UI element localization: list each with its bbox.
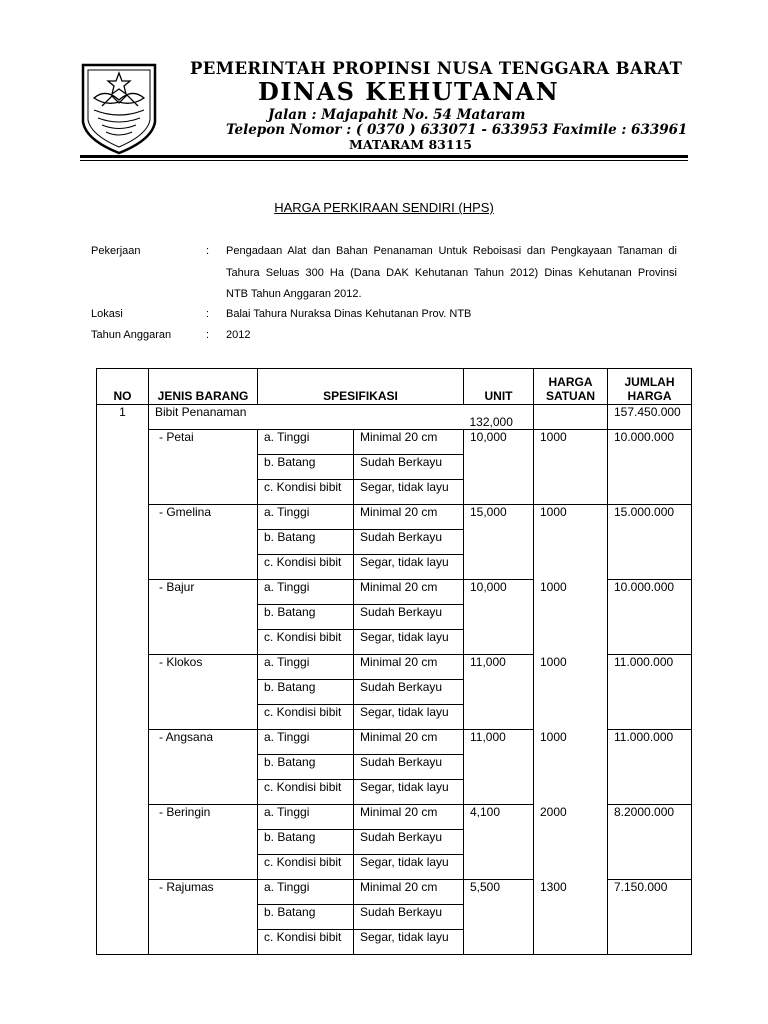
- spec-value: Sudah Berkayu: [354, 530, 464, 555]
- spec-value: Segar, tidak layu: [354, 555, 464, 580]
- ntb-province-emblem-icon: [80, 62, 158, 156]
- item-harga-empty: [534, 930, 608, 955]
- header-unit: UNIT: [464, 369, 534, 405]
- spec-row: [97, 555, 692, 580]
- item-name-empty: [149, 755, 258, 780]
- cell-no: [97, 655, 149, 680]
- cell-no: [97, 605, 149, 630]
- spec-row: [97, 480, 692, 505]
- cell-no: [97, 905, 149, 930]
- spec-label: c. Kondisi bibit: [258, 855, 354, 880]
- spec-label: b. Batang: [258, 455, 354, 480]
- item-harga-satuan: 1000: [534, 430, 608, 455]
- item-name-empty: [149, 905, 258, 930]
- spec-row: [97, 655, 692, 680]
- spec-row: [97, 705, 692, 730]
- cell-no: [97, 855, 149, 880]
- spec-value: Minimal 20 cm: [354, 430, 464, 455]
- hps-table: [96, 368, 692, 955]
- spec-value: Sudah Berkayu: [354, 830, 464, 855]
- item-jumlah-harga: 15.000.000: [608, 505, 692, 530]
- spec-value: Minimal 20 cm: [354, 805, 464, 830]
- meta-pekerjaan-label: Pekerjaan: [91, 245, 141, 257]
- spec-row: [97, 530, 692, 555]
- item-unit: 10,000: [464, 580, 534, 605]
- spec-row: [97, 780, 692, 805]
- spec-value: Segar, tidak layu: [354, 630, 464, 655]
- spec-value: Sudah Berkayu: [354, 455, 464, 480]
- spec-value: Minimal 20 cm: [354, 655, 464, 680]
- group-harga-empty: [534, 405, 608, 430]
- item-unit: 5,500: [464, 880, 534, 905]
- spec-value: Sudah Berkayu: [354, 680, 464, 705]
- spec-value: Minimal 20 cm: [354, 880, 464, 905]
- spec-row: [97, 805, 692, 830]
- item-name: - Petai: [149, 430, 258, 455]
- item-jumlah-harga: 10.000.000: [608, 580, 692, 605]
- header-jumlah-harga: [608, 369, 692, 405]
- item-jumlah-empty: [608, 905, 692, 930]
- spec-label: c. Kondisi bibit: [258, 480, 354, 505]
- item-unit: 11,000: [464, 655, 534, 680]
- document-title: HARGA PERKIRAAN SENDIRI (HPS): [274, 200, 494, 215]
- spec-label: a. Tinggi: [258, 430, 354, 455]
- cell-no: [97, 830, 149, 855]
- item-name: - Beringin: [149, 805, 258, 830]
- meta-lokasi-value: Balai Tahura Nuraksa Dinas Kehutanan Prov. NTB: [226, 308, 472, 320]
- cell-no: [97, 430, 149, 455]
- spec-value: Segar, tidak layu: [354, 705, 464, 730]
- letterhead-government: PEMERINTAH PROPINSI NUSA TENGGARA BARAT: [190, 59, 683, 78]
- item-jumlah-empty: [608, 855, 692, 880]
- spec-label: a. Tinggi: [258, 805, 354, 830]
- spec-row: [97, 830, 692, 855]
- item-harga-empty: [534, 480, 608, 505]
- item-unit: 11,000: [464, 730, 534, 755]
- spec-label: c. Kondisi bibit: [258, 780, 354, 805]
- header-jumlah-line2: HARGA: [627, 389, 672, 403]
- spec-label: c. Kondisi bibit: [258, 630, 354, 655]
- cell-no: [97, 730, 149, 755]
- spec-row: [97, 505, 692, 530]
- item-harga-satuan: 1300: [534, 880, 608, 905]
- item-unit: 4,100: [464, 805, 534, 830]
- item-harga-satuan: 2000: [534, 805, 608, 830]
- cell-no: [97, 530, 149, 555]
- item-unit-empty: [464, 680, 534, 705]
- group-no: 1: [97, 405, 149, 430]
- item-name-empty: [149, 680, 258, 705]
- item-name-empty: [149, 930, 258, 955]
- spec-row: [97, 605, 692, 630]
- header-spesifikasi: SPESIFIKASI: [258, 369, 464, 405]
- cell-no: [97, 505, 149, 530]
- spec-value: Segar, tidak layu: [354, 780, 464, 805]
- item-harga-empty: [534, 830, 608, 855]
- header-jumlah-line1: JUMLAH: [624, 375, 675, 389]
- item-unit-empty: [464, 755, 534, 780]
- item-name-empty: [149, 855, 258, 880]
- item-unit: 15,000: [464, 505, 534, 530]
- item-harga-empty: [534, 605, 608, 630]
- item-harga-satuan: 1000: [534, 655, 608, 680]
- spec-label: c. Kondisi bibit: [258, 930, 354, 955]
- cell-no: [97, 805, 149, 830]
- letterhead: [0, 0, 768, 170]
- item-unit-empty: [464, 855, 534, 880]
- cell-no: [97, 630, 149, 655]
- item-jumlah-harga: 7.150.000: [608, 880, 692, 905]
- item-name: - Gmelina: [149, 505, 258, 530]
- item-name: - Bajur: [149, 580, 258, 605]
- spec-row: [97, 855, 692, 880]
- meta-colon: :: [206, 329, 210, 341]
- item-unit-empty: [464, 605, 534, 630]
- meta-pekerjaan-line-1: Pengadaan Alat dan Bahan Penanaman Untuk Reboisasi dan Pengkayaan Tanaman di: [226, 245, 677, 257]
- item-unit-empty: [464, 480, 534, 505]
- cell-no: [97, 555, 149, 580]
- item-jumlah-empty: [608, 680, 692, 705]
- item-name: - Klokos: [149, 655, 258, 680]
- letterhead-agency: DINAS KEHUTANAN: [258, 77, 560, 106]
- spec-row: [97, 730, 692, 755]
- item-unit-empty: [464, 780, 534, 805]
- group-name: Bibit Penanaman: [149, 405, 464, 430]
- spec-row: [97, 455, 692, 480]
- item-harga-satuan: 1000: [534, 580, 608, 605]
- group-jumlah: 157.450.000: [608, 405, 692, 430]
- spec-row: [97, 580, 692, 605]
- meta-lokasi-label: Lokasi: [91, 308, 123, 320]
- letterhead-address: Jalan : Majapahit No. 54 Mataram: [268, 107, 526, 123]
- spec-value: Sudah Berkayu: [354, 755, 464, 780]
- cell-no: [97, 780, 149, 805]
- cell-no: [97, 580, 149, 605]
- group-row: [97, 405, 692, 430]
- item-name-empty: [149, 830, 258, 855]
- item-harga-empty: [534, 855, 608, 880]
- item-jumlah-empty: [608, 780, 692, 805]
- letterhead-city: MATARAM 83115: [349, 137, 472, 152]
- item-harga-empty: [534, 555, 608, 580]
- item-harga-empty: [534, 630, 608, 655]
- cell-no: [97, 705, 149, 730]
- cell-no: [97, 680, 149, 705]
- spec-label: a. Tinggi: [258, 580, 354, 605]
- table-header-row: [97, 369, 692, 405]
- item-jumlah-empty: [608, 605, 692, 630]
- spec-row: [97, 880, 692, 905]
- item-jumlah-empty: [608, 705, 692, 730]
- spec-value: Minimal 20 cm: [354, 580, 464, 605]
- spec-value: Sudah Berkayu: [354, 905, 464, 930]
- item-name-empty: [149, 480, 258, 505]
- spec-label: b. Batang: [258, 905, 354, 930]
- item-name-empty: [149, 630, 258, 655]
- spec-label: b. Batang: [258, 680, 354, 705]
- item-jumlah-empty: [608, 755, 692, 780]
- spec-value: Segar, tidak layu: [354, 480, 464, 505]
- spec-label: c. Kondisi bibit: [258, 555, 354, 580]
- item-name-empty: [149, 605, 258, 630]
- item-harga-satuan: 1000: [534, 730, 608, 755]
- item-harga-empty: [534, 780, 608, 805]
- spec-row: [97, 930, 692, 955]
- cell-no: [97, 480, 149, 505]
- spec-value: Minimal 20 cm: [354, 730, 464, 755]
- header-harga-satuan: [534, 369, 608, 405]
- meta-tahun-label: Tahun Anggaran: [91, 329, 172, 341]
- item-jumlah-empty: [608, 630, 692, 655]
- item-name-empty: [149, 780, 258, 805]
- item-name: - Rajumas: [149, 880, 258, 905]
- item-name-empty: [149, 555, 258, 580]
- spec-value: Segar, tidak layu: [354, 855, 464, 880]
- spec-label: a. Tinggi: [258, 655, 354, 680]
- item-jumlah-empty: [608, 930, 692, 955]
- spec-row: [97, 755, 692, 780]
- spec-label: b. Batang: [258, 605, 354, 630]
- meta-colon: :: [206, 308, 210, 320]
- item-jumlah-empty: [608, 480, 692, 505]
- spec-label: a. Tinggi: [258, 505, 354, 530]
- cell-no: [97, 755, 149, 780]
- spec-label: a. Tinggi: [258, 730, 354, 755]
- item-unit: 10,000: [464, 430, 534, 455]
- letterhead-phone: Telepon Nomor : ( 0370 ) 633071 - 633953 Faximile : 633961: [226, 122, 688, 138]
- item-name-empty: [149, 455, 258, 480]
- item-jumlah-empty: [608, 830, 692, 855]
- item-harga-empty: [534, 755, 608, 780]
- item-unit-empty: [464, 530, 534, 555]
- meta-pekerjaan-line-2: Tahura Seluas 300 Ha (Dana DAK Kehutanan Tahun 2012) Dinas Kehutanan Provinsi: [226, 267, 677, 279]
- cell-no: [97, 455, 149, 480]
- spec-value: Minimal 20 cm: [354, 505, 464, 530]
- item-jumlah-harga: 8.2000.000: [608, 805, 692, 830]
- item-unit-empty: [464, 930, 534, 955]
- meta-pekerjaan-line-3: NTB Tahun Anggaran 2012.: [226, 288, 362, 300]
- item-harga-empty: [534, 680, 608, 705]
- header-harga-satuan-line2: SATUAN: [545, 389, 596, 403]
- spec-label: b. Batang: [258, 530, 354, 555]
- spec-value: Segar, tidak layu: [354, 930, 464, 955]
- cell-no: [97, 930, 149, 955]
- spec-row: [97, 905, 692, 930]
- cell-no: [97, 880, 149, 905]
- group-unit: 132,000: [464, 405, 534, 430]
- spec-row: [97, 630, 692, 655]
- letterhead-divider-thin: [80, 160, 688, 161]
- item-jumlah-empty: [608, 530, 692, 555]
- meta-tahun-value: 2012: [226, 329, 251, 341]
- header-jenis-barang: JENIS BARANG: [149, 369, 258, 405]
- header-harga-satuan-line1: HARGA: [548, 375, 593, 389]
- item-unit-empty: [464, 455, 534, 480]
- item-harga-empty: [534, 705, 608, 730]
- item-unit-empty: [464, 705, 534, 730]
- letterhead-divider-thick: [80, 155, 688, 158]
- header-no: NO: [97, 369, 149, 405]
- item-unit-empty: [464, 630, 534, 655]
- item-jumlah-empty: [608, 455, 692, 480]
- spec-row: [97, 680, 692, 705]
- item-harga-empty: [534, 905, 608, 930]
- meta-colon: :: [206, 245, 210, 257]
- item-harga-empty: [534, 455, 608, 480]
- item-name-empty: [149, 530, 258, 555]
- item-jumlah-harga: 11.000.000: [608, 730, 692, 755]
- spec-label: b. Batang: [258, 755, 354, 780]
- spec-label: a. Tinggi: [258, 880, 354, 905]
- spec-label: c. Kondisi bibit: [258, 705, 354, 730]
- spec-row: [97, 430, 692, 455]
- item-name: - Angsana: [149, 730, 258, 755]
- item-unit-empty: [464, 555, 534, 580]
- spec-label: b. Batang: [258, 830, 354, 855]
- item-harga-satuan: 1000: [534, 505, 608, 530]
- item-name-empty: [149, 705, 258, 730]
- item-harga-empty: [534, 530, 608, 555]
- spec-value: Sudah Berkayu: [354, 605, 464, 630]
- item-unit-empty: [464, 905, 534, 930]
- item-jumlah-harga: 10.000.000: [608, 430, 692, 455]
- item-jumlah-empty: [608, 555, 692, 580]
- item-unit-empty: [464, 830, 534, 855]
- item-jumlah-harga: 11.000.000: [608, 655, 692, 680]
